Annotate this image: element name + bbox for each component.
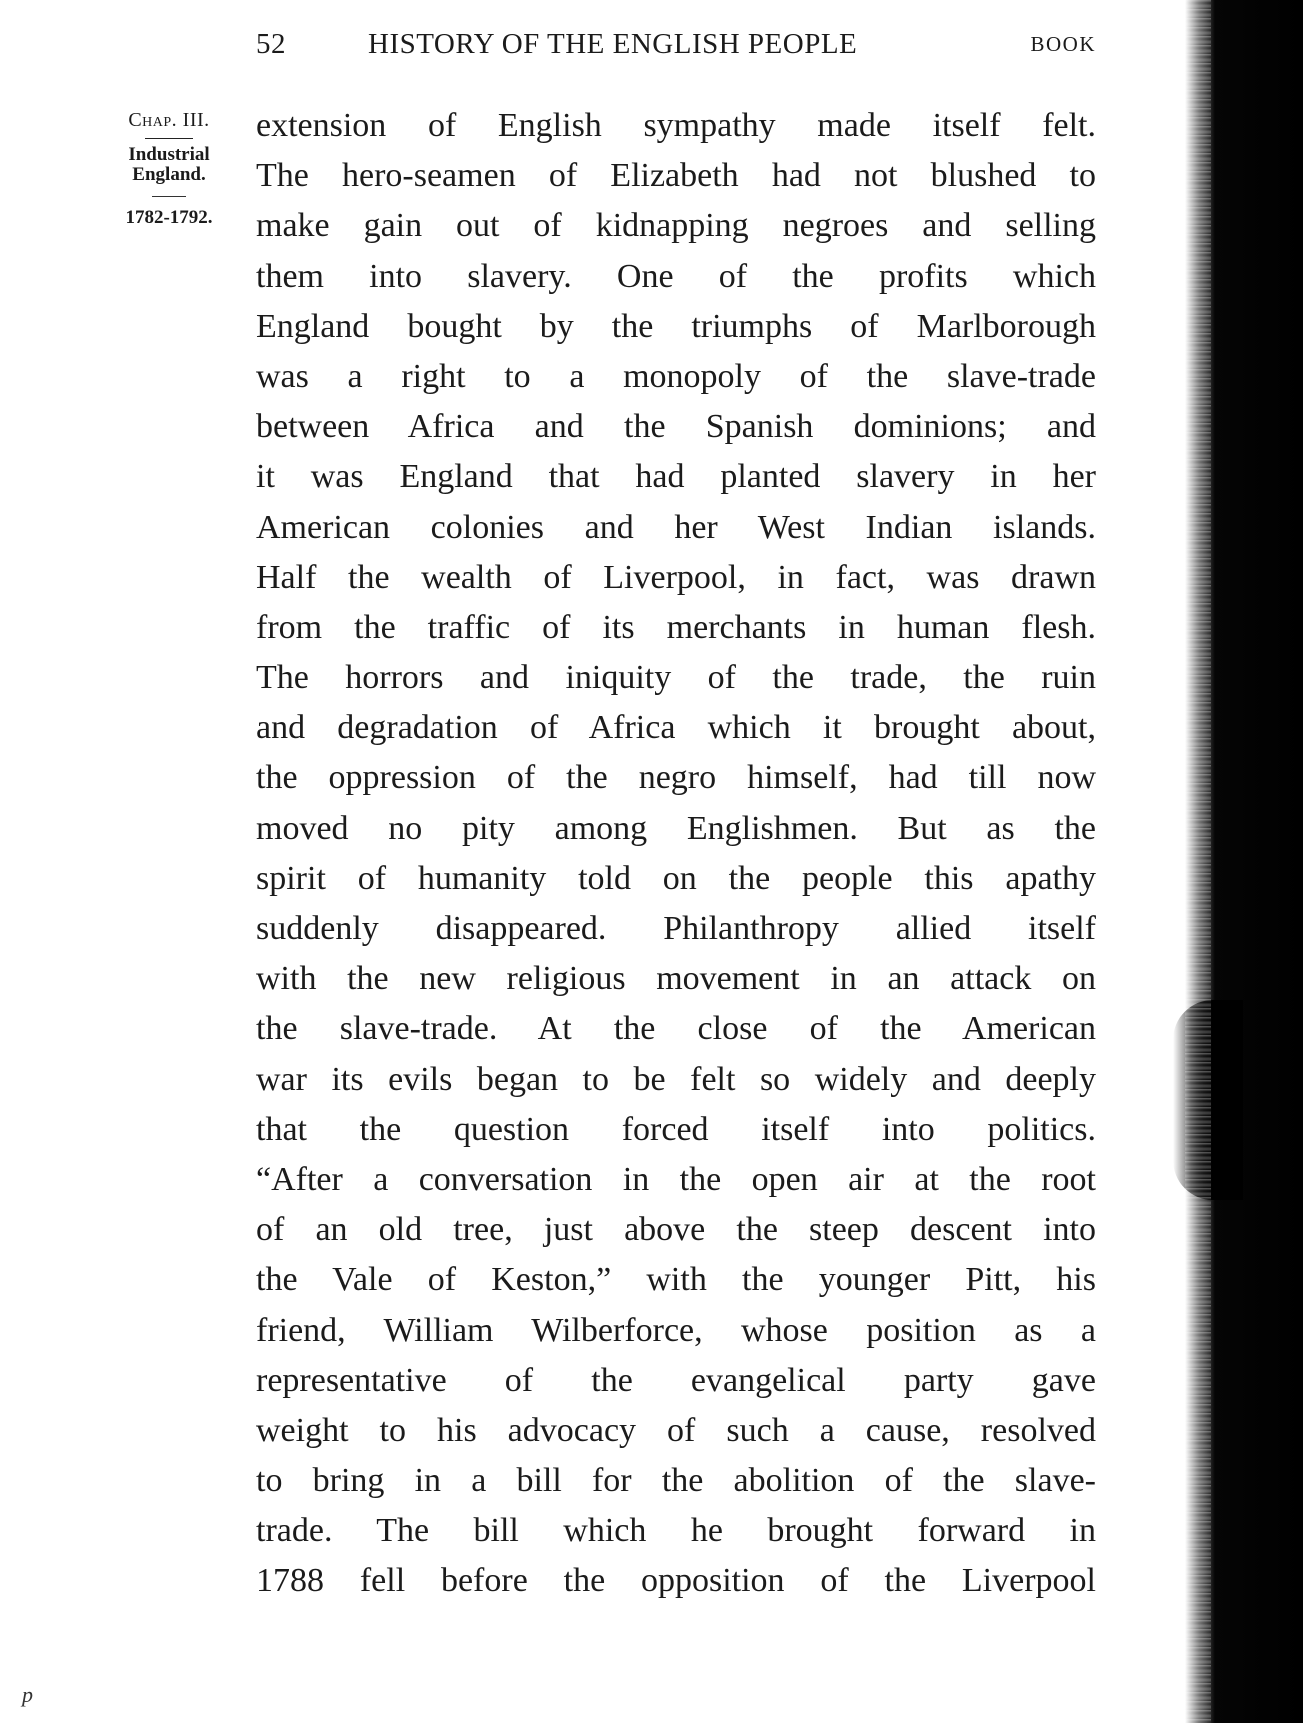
running-title: HISTORY OF THE ENGLISH PEOPLE [368,28,858,60]
text-line: Half the wealth of Liverpool, in fact, was drawn [256,558,1096,596]
chapter-rule [145,138,193,139]
text-line: the oppression of the negro himself, had till now [256,759,1096,797]
topic-line-2: England. [132,164,206,185]
text-line: it was England that had planted slavery in her [256,458,1096,496]
text-line: The hero-seamen of Elizabeth had not blushed to [256,157,1096,195]
text-line: with the new religious movement in an attack on [256,960,1096,998]
scan-shadow-speckle [1185,0,1211,1723]
text-line: the Vale of Keston,” with the younger Pitt, his [256,1261,1096,1299]
text-line: England bought by the triumphs of Marlborough [256,307,1096,345]
text-line: that the question forced itself into politics. [256,1110,1096,1148]
book-label: BOOK [1030,32,1096,56]
text-line: spirit of humanity told on the people this apathy [256,859,1096,897]
chapter-label: Chap. III. [128,109,210,131]
text-line: extension of English sympathy made itself felt. [256,107,1096,144]
text-line: American colonies and her West Indian islands. [256,508,1096,546]
text-line: “After a conversation in the open air at the root [256,1160,1096,1198]
text-line: The horrors and iniquity of the trade, the ruin [256,659,1096,697]
page-header [256,28,1096,68]
text-line: war its evils began to be felt so widely and deeply [256,1060,1096,1098]
text-line: 1788 fell before the opposition of the Liverpool [256,1562,1096,1600]
page-number: 52 [256,28,286,60]
corner-mark: p [22,1682,33,1707]
text-line: the slave-trade. At the close of the American [256,1010,1096,1048]
text-line: to bring in a bill for the abolition of the slave- [256,1462,1096,1500]
text-line: and degradation of Africa which it brought about, [256,709,1096,747]
text-line: of an old tree, just above the steep descent into [256,1211,1096,1249]
year-range: 1782-1792. [125,207,213,228]
text-line: representative of the evangelical party gave [256,1361,1096,1399]
text-line: them into slavery. One of the profits which [256,257,1096,295]
text-line: suddenly disappeared. Philanthropy allied itself [256,910,1096,947]
topic-rule [152,196,186,197]
text-line: trade. The bill which he brought forward in [256,1512,1096,1550]
text-line: between Africa and the Spanish dominions; and [256,408,1096,446]
topic-line-1: Industrial [128,144,210,165]
margin-note [102,108,236,229]
text-line: from the traffic of its merchants in human flesh. [256,608,1096,646]
text-line: was a right to a monopoly of the slave-trade [256,357,1096,395]
text-line: moved no pity among Englishmen. But as the [256,809,1096,847]
text-line: weight to his advocacy of such a cause, resolved [256,1411,1096,1449]
text-line: friend, William Wilberforce, whose position as a [256,1311,1096,1349]
text-line: make gain out of kidnapping negroes and selling [256,207,1096,245]
body-text [256,101,1096,1607]
